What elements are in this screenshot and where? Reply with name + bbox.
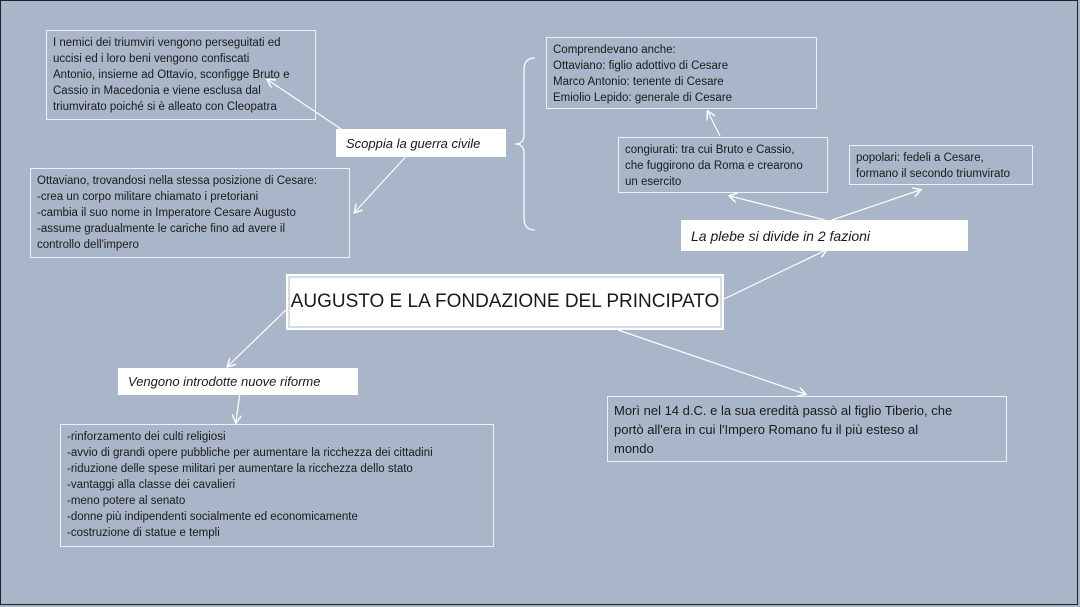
- popolari-line: formano il secondo triumvirato: [856, 168, 1011, 180]
- arrow-guerra-ottaviano: [355, 152, 410, 212]
- morte-line: mondo: [614, 441, 654, 456]
- comprendevano-line: Marco Antonio: tenente di Cesare: [553, 76, 724, 88]
- comprendevano-line: Emiolio Lepido: generale di Cesare: [553, 92, 732, 104]
- congiurati-line: un esercito: [625, 176, 682, 188]
- ottaviano-line: Ottaviano, trovandosi nella stessa posizione di Cesare:: [37, 175, 317, 187]
- riforme-label-text: Vengono introdotte nuove riforme: [128, 374, 321, 389]
- riforme-item: -costruzione di statue e templi: [67, 527, 220, 539]
- riforme-item: -donne più indipendenti socialmente ed economicamente: [67, 511, 358, 523]
- riforme-item: -riduzione delle spese militari per aumentare la ricchezza dello stato: [67, 463, 413, 475]
- riforme-label: [118, 368, 358, 395]
- nemici-line: Cassio in Macedonia e viene esclusa dal: [53, 85, 261, 97]
- comprendevano-line: Ottaviano: figlio adottivo di Cesare: [553, 60, 729, 72]
- morte-line: portò all'era in cui l'Impero Romano fu il più esteso al: [614, 422, 919, 437]
- nemici-line: triumvirato poiché si è alleato con Cleopatra: [53, 101, 277, 113]
- arrow-congiurati-comprendevano: [708, 112, 720, 136]
- comprendevano-line: Comprendevano anche:: [553, 44, 676, 56]
- morte-line: Morì nel 14 d.C. e la sua eredità passò al figlio Tiberio, che: [614, 403, 953, 418]
- arrow-plebe-congiurati: [730, 196, 825, 220]
- riforme-item: -avvio di grandi opere pubbliche per aumentare la ricchezza dei cittadini: [67, 447, 433, 459]
- arrow-title-riforme: [228, 308, 288, 366]
- bracket-guerra: [515, 58, 535, 230]
- riforme-item: -rinforzamento dei culti religiosi: [67, 431, 226, 443]
- congiurati-box: [618, 137, 828, 193]
- guerra-label-text: Scoppia la guerra civile: [346, 135, 481, 151]
- nemici-line: I nemici dei triumviri vengono perseguitati ed: [53, 37, 281, 49]
- arrow-riforme-list: [236, 392, 240, 422]
- main-title: [288, 276, 722, 328]
- main-title-text: AUGUSTO E LA FONDAZIONE DEL PRINCIPATO: [290, 291, 720, 312]
- arrow-title-plebe: [722, 250, 826, 300]
- plebe-label-text: La plebe si divide in 2 fazioni: [691, 227, 871, 244]
- comprendevano-box: [546, 37, 817, 109]
- ottaviano-line: -cambia il suo nome in Imperatore Cesare Augusto: [37, 207, 296, 219]
- arrow-plebe-popolari: [832, 190, 920, 220]
- popolari-line: popolari: fedeli a Cesare,: [856, 152, 984, 164]
- ottaviano-line: -crea un corpo militare chiamato i pretoriani: [37, 191, 259, 203]
- riforme-item: -vantaggi alla classe dei cavalieri: [67, 479, 236, 491]
- congiurati-line: che fuggirono da Roma e crearono: [625, 160, 803, 172]
- ottaviano-box: [30, 168, 350, 258]
- nemici-line: Antonio, insieme ad Ottavio, sconfigge Bruto e: [53, 69, 290, 81]
- plebe-label: [681, 220, 968, 251]
- nemici-line: uccisi ed i loro beni vengono confiscati: [53, 53, 250, 65]
- nemici-box: [46, 30, 316, 120]
- popolari-box: [849, 145, 1033, 185]
- morte-box: [607, 396, 1007, 462]
- ottaviano-line: -assume gradualmente le cariche fino ad avere il: [37, 223, 286, 235]
- riforme-box: [60, 424, 494, 547]
- arrow-title-morte: [618, 330, 805, 394]
- guerra-label: [336, 129, 506, 157]
- ottaviano-line: controllo dell'impero: [37, 239, 139, 251]
- riforme-item: -meno potere al senato: [67, 495, 186, 507]
- congiurati-line: congiurati: tra cui Bruto e Cassio,: [625, 144, 795, 156]
